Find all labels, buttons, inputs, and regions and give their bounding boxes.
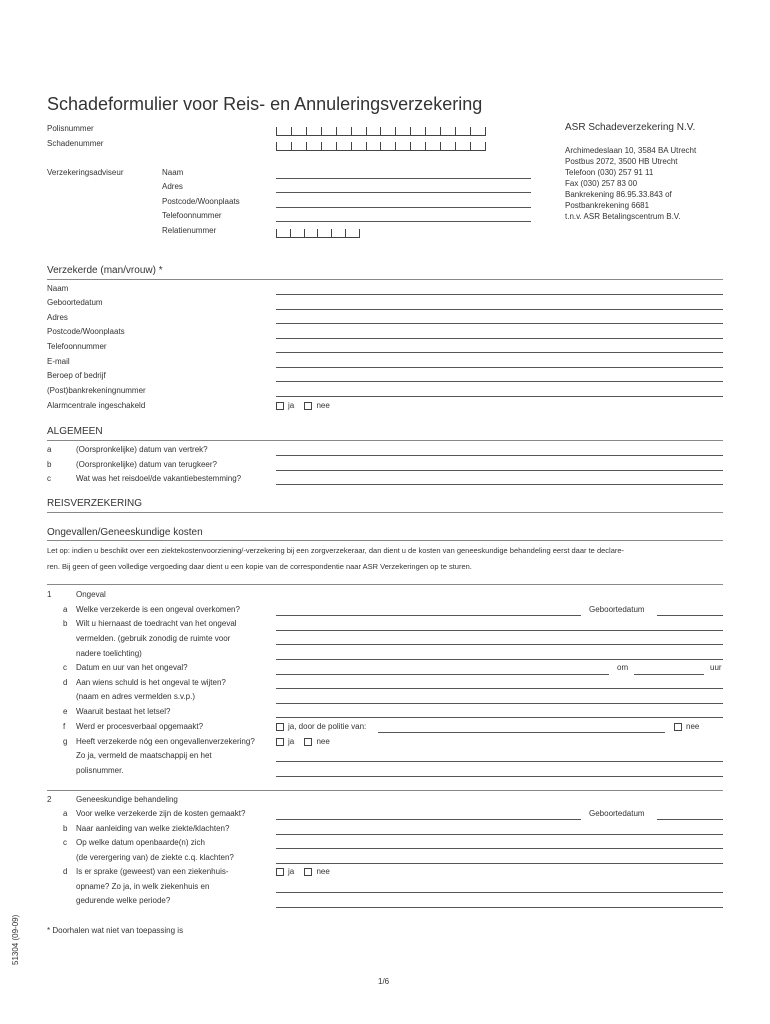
section-divider — [47, 540, 723, 541]
q-letter: a — [63, 809, 68, 818]
ja-label: ja — [288, 401, 295, 410]
q1g-ja[interactable] — [276, 737, 294, 746]
algemeen-question: (Oorspronkelijke) datum van terugkeer? — [76, 460, 217, 469]
q2c-field[interactable] — [276, 848, 723, 849]
q2d-field[interactable] — [276, 907, 723, 908]
verzekerde-geboortedatum-label: Geboortedatum — [47, 298, 103, 307]
ongevallen-subheading: Ongevallen/Geneeskundige kosten — [47, 527, 203, 538]
company-line: Telefoon (030) 257 91 11 — [565, 168, 654, 177]
q1d-question: (naam en adres vermelden s.v.p.) — [76, 692, 196, 701]
q1b-field[interactable] — [276, 644, 723, 645]
q-letter: f — [63, 722, 66, 731]
q2d-options — [276, 867, 338, 877]
verzekerde-beroep-label: Beroep of bedrijf — [47, 371, 106, 380]
q1g-question: Zo ja, vermeld de maatschappij en het — [76, 751, 212, 760]
q2b-question: Naar aanleiding van welke ziekte/klachten? — [76, 824, 230, 833]
section-divider — [47, 279, 723, 280]
q2a-geboortedatum-label: Geboortedatum — [589, 809, 645, 818]
algemeen-question: (Oorspronkelijke) datum van vertrek? — [76, 445, 208, 454]
verzekerde-telefoon-field[interactable] — [276, 352, 723, 353]
schadenummer-label: Schadenummer — [47, 139, 104, 148]
algemeen-letter: c — [47, 474, 51, 483]
q1g-question: polisnummer. — [76, 766, 124, 775]
adviseur-adres-label: Adres — [162, 182, 183, 191]
company-line: Archimedeslaan 10, 3584 BA Utrecht — [565, 146, 697, 155]
section-divider — [47, 512, 723, 513]
schadenummer-boxes[interactable] — [276, 142, 486, 151]
company-line: Bankrekening 86.95.33.843 of — [565, 190, 672, 199]
company-line: t.n.v. ASR Betalingscentrum B.V. — [565, 212, 681, 221]
polisnummer-boxes[interactable] — [276, 127, 486, 136]
checkbox-icon[interactable] — [276, 738, 284, 746]
q-letter: g — [63, 737, 68, 746]
q1f-ja-option[interactable] — [276, 722, 366, 732]
checkbox-icon[interactable] — [276, 868, 284, 876]
company-line: Postbus 2072, 3500 HB Utrecht — [565, 157, 678, 166]
q2d-question: gedurende welke periode? — [76, 896, 171, 905]
adviseur-naam-label: Naam — [162, 168, 184, 177]
q1e-field[interactable] — [276, 717, 723, 718]
adviseur-relatienummer-label: Relatienummer — [162, 226, 217, 235]
nee-label: nee — [316, 867, 330, 876]
verzekerde-geboortedatum-field[interactable] — [276, 309, 723, 310]
verzekerde-heading: Verzekerde (man/vrouw) * — [47, 265, 163, 276]
verzekerde-email-label: E-mail — [47, 357, 70, 366]
q1a-geboortedatum-label: Geboortedatum — [589, 605, 645, 614]
q1g-nee[interactable] — [304, 737, 329, 746]
q1e-question: Waaruit bestaat het letsel? — [76, 707, 171, 716]
adviseur-telefoon-label: Telefoonnummer — [162, 211, 222, 220]
q1a-question: Welke verzekerde is een ongeval overkomen? — [76, 605, 240, 614]
q2a-question: Voor welke verzekerde zijn de kosten gemaakt? — [76, 809, 246, 818]
verzekerde-beroep-field[interactable] — [276, 381, 723, 382]
section-divider — [47, 440, 723, 441]
q1f-ja-label: ja, door de politie van: — [288, 722, 367, 731]
company-line: Postbankrekening 6681 — [565, 201, 650, 210]
algemeen-question: Wat was het reisdoel/de vakantiebestemming? — [76, 474, 242, 483]
verzekerde-naam-label: Naam — [47, 284, 69, 293]
verzekerde-adres-field[interactable] — [276, 323, 723, 324]
verzekerde-postcode-field[interactable] — [276, 338, 723, 339]
q1g-options — [276, 737, 338, 747]
verzekerde-email-field[interactable] — [276, 367, 723, 368]
checkbox-icon[interactable] — [674, 723, 682, 731]
checkbox-icon[interactable] — [304, 402, 312, 410]
terugkeer-field[interactable] — [276, 470, 723, 471]
alarmcentrale-ja[interactable] — [276, 401, 294, 410]
section-divider — [47, 584, 723, 585]
q1b-question: Wilt u hiernaast de toedracht van het ongeval — [76, 619, 237, 628]
verzekerde-bankrekening-field[interactable] — [276, 396, 723, 397]
company-line: Fax (030) 257 83 00 — [565, 179, 638, 188]
q1f-politie-field[interactable] — [378, 732, 665, 733]
q2-title: Geneeskundige behandeling — [76, 795, 178, 804]
q1f-nee-label: nee — [686, 722, 700, 731]
q-letter: d — [63, 678, 68, 687]
q1c-date-field[interactable] — [276, 674, 609, 675]
q1c-om-label: om — [617, 663, 629, 672]
q2c-question: (de verergering van) de ziekte c.q. klachten? — [76, 853, 234, 862]
reisdoel-field[interactable] — [276, 484, 723, 485]
q1-title: Ongeval — [76, 590, 106, 599]
q1d-field[interactable] — [276, 703, 723, 704]
q1f-nee-option[interactable] — [674, 722, 699, 732]
q1d-question: Aan wiens schuld is het ongeval te wijten? — [76, 678, 226, 687]
q2-number: 2 — [47, 795, 52, 804]
ja-label: ja — [288, 737, 295, 746]
adviseur-postcode-field[interactable] — [276, 207, 531, 208]
verzekerde-postcode-label: Postcode/Woonplaats — [47, 327, 125, 336]
footnote: * Doorhalen wat niet van toepassing is — [47, 926, 184, 935]
q2b-field[interactable] — [276, 834, 723, 835]
q2d-question: opname? Zo ja, in welk ziekenhuis en — [76, 882, 210, 891]
adviseur-telefoon-field[interactable] — [276, 221, 531, 222]
q1b-question: nadere toelichting) — [76, 649, 142, 658]
q-letter: b — [63, 824, 68, 833]
q1d-field[interactable] — [276, 688, 723, 689]
nee-label: nee — [316, 737, 330, 746]
verzekerde-adres-label: Adres — [47, 313, 68, 322]
alarmcentrale-options — [276, 401, 338, 411]
q2d-nee[interactable] — [304, 867, 329, 876]
q-letter: c — [63, 838, 67, 847]
checkbox-icon[interactable] — [304, 868, 312, 876]
q2a-geboortedatum-field[interactable] — [657, 819, 723, 820]
relatienummer-boxes[interactable] — [276, 229, 360, 238]
q1g-field[interactable] — [276, 776, 723, 777]
q1b-question: vermelden. (gebruik zonodig de ruimte voor — [76, 634, 231, 643]
algemeen-letter: a — [47, 445, 52, 454]
form-title: Schadeformulier voor Reis- en Annuleringsverzekering — [47, 94, 483, 114]
q1a-field[interactable] — [276, 615, 581, 616]
adviseur-label: Verzekeringsadviseur — [47, 168, 124, 177]
q1f-question: Werd er procesverbaal opgemaakt? — [76, 722, 204, 731]
alarmcentrale-label: Alarmcentrale ingeschakeld — [47, 401, 146, 410]
q1c-uur-label: uur — [710, 663, 722, 672]
verzekerde-bankrekening-label: (Post)bankrekeningnummer — [47, 386, 146, 395]
section-divider — [47, 790, 723, 791]
q1b-field[interactable] — [276, 659, 723, 660]
q2d-ja[interactable] — [276, 867, 294, 876]
q1c-question: Datum en uur van het ongeval? — [76, 663, 188, 672]
q2a-field[interactable] — [276, 819, 581, 820]
company-name: ASR Schadeverzekering N.V. — [565, 122, 696, 133]
q-letter: a — [63, 605, 68, 614]
q2d-field[interactable] — [276, 892, 723, 893]
checkbox-icon[interactable] — [276, 723, 284, 731]
algemeen-letter: b — [47, 460, 52, 469]
q1g-question: Heeft verzekerde nóg een ongevallenverzekering? — [76, 737, 255, 746]
q1c-time-field[interactable] — [634, 674, 704, 675]
q1a-geboortedatum-field[interactable] — [657, 615, 723, 616]
algemeen-heading: ALGEMEEN — [47, 426, 103, 437]
nee-label: nee — [316, 401, 330, 410]
checkbox-icon[interactable] — [304, 738, 312, 746]
page-number: 1/6 — [378, 977, 390, 986]
q2d-question: Is er sprake (geweest) van een ziekenhuis- — [76, 867, 229, 876]
verzekerde-naam-field[interactable] — [276, 294, 723, 295]
vertrek-field[interactable] — [276, 455, 723, 456]
q-letter: e — [63, 707, 68, 716]
ja-label: ja — [288, 867, 295, 876]
form-code: 51304 (09-09) — [11, 914, 20, 965]
polisnummer-label: Polisnummer — [47, 124, 94, 133]
q-letter: b — [63, 619, 68, 628]
adviseur-naam-field[interactable] — [276, 178, 531, 179]
reisverzekering-heading: REISVERZEKERING — [47, 498, 143, 509]
verzekerde-telefoon-label: Telefoonnummer — [47, 342, 107, 351]
checkbox-icon[interactable] — [276, 402, 284, 410]
q1-number: 1 — [47, 590, 52, 599]
note-line-2: ren. Bij geen of geen volledige vergoeding daar dient u een kopie van de correspondentie naar ASR Verzekeringen op te sturen. — [47, 562, 472, 571]
adviseur-adres-field[interactable] — [276, 192, 531, 193]
note-line-1: Let op: indien u beschikt over een ziektekostenvoorziening/-verzekering bij een zorgverzekeraar, dan dient u de kosten van geneeskundige behandeling eerst daar te declare- — [47, 546, 625, 555]
q2c-question: Op welke datum openbaarde(n) zich — [76, 838, 205, 847]
q-letter: d — [63, 867, 68, 876]
alarmcentrale-nee[interactable] — [304, 401, 329, 410]
q1g-field[interactable] — [276, 761, 723, 762]
adviseur-postcode-label: Postcode/Woonplaats — [162, 197, 240, 206]
q2c-field[interactable] — [276, 863, 723, 864]
q1b-field[interactable] — [276, 630, 723, 631]
q-letter: c — [63, 663, 67, 672]
